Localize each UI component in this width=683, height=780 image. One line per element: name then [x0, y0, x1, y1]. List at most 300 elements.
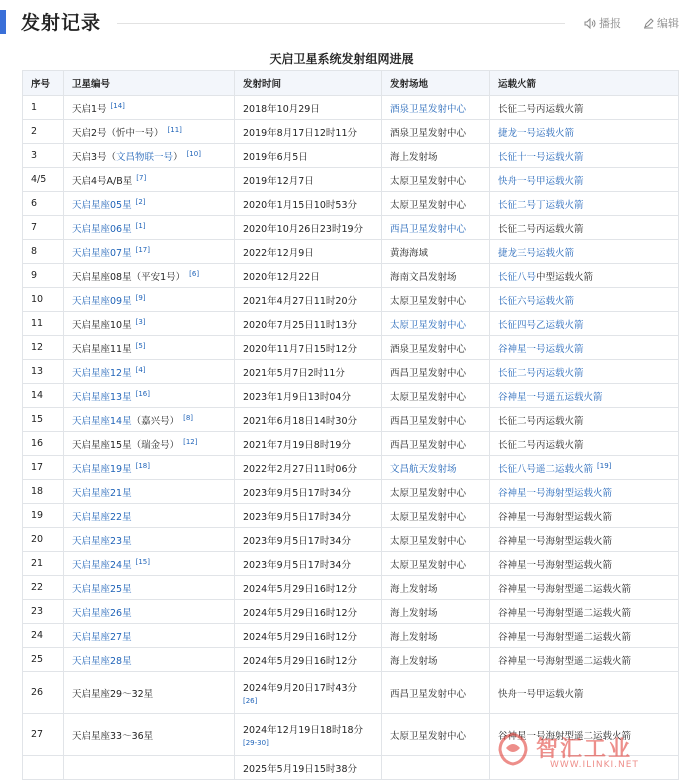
cell-rocket [490, 528, 679, 552]
cell-no: 2 [23, 120, 64, 144]
cell-launch-time [235, 504, 382, 528]
cell-launch-time [235, 240, 382, 264]
table-row [23, 714, 679, 756]
cell-satellite [64, 672, 235, 714]
cell-satellite [64, 96, 235, 120]
audio-button[interactable] [584, 15, 621, 31]
launch-time-text: 2021年6月18日14时30分 [243, 415, 357, 427]
cell-rocket [490, 336, 679, 360]
launch-time-text: 2020年11月7日15时12分 [243, 343, 357, 355]
satellite-link[interactable]: 天启星座26星 [72, 607, 132, 619]
cell-launch-time [235, 264, 382, 288]
edit-button[interactable] [643, 15, 679, 31]
table-row [23, 192, 679, 216]
cell-satellite [64, 408, 235, 432]
launch-time-text: 2019年6月5日 [243, 151, 308, 163]
cell-rocket [490, 756, 679, 780]
cell-satellite [64, 456, 235, 480]
cell-launch-site [382, 312, 490, 336]
cell-no: 12 [23, 336, 64, 360]
cell-rocket [490, 384, 679, 408]
cell-rocket [490, 360, 679, 384]
citation-ref[interactable]: [11] [167, 125, 182, 134]
cell-launch-time [235, 552, 382, 576]
cell-satellite [64, 120, 235, 144]
citation-ref[interactable]: [5] [135, 341, 146, 350]
cell-rocket [490, 168, 679, 192]
table-row [23, 432, 679, 456]
cell-launch-site [382, 552, 490, 576]
rocket-link[interactable]: 长征八号遥二运载火箭 [498, 463, 594, 475]
cell-no: 23 [23, 600, 64, 624]
cell-no: 22 [23, 576, 64, 600]
rocket-text: 谷神星一号海射型遥二运载火箭 [498, 730, 632, 742]
cell-rocket [490, 672, 679, 714]
satellite-link[interactable]: 天启星座27星 [72, 631, 132, 643]
launch-time-text: 2023年9月5日17时34分 [243, 487, 351, 499]
table-row [23, 624, 679, 648]
launch-site-text: 海上发射场 [390, 655, 438, 667]
satellite-text: 天启2号（忻中一号） [72, 127, 164, 139]
satellite-link[interactable]: 天启星座21星 [72, 487, 132, 499]
cell-launch-time [235, 714, 382, 756]
table-row [23, 168, 679, 192]
cell-rocket [490, 216, 679, 240]
cell-launch-site [382, 192, 490, 216]
cell-no: 21 [23, 552, 64, 576]
cell-launch-site [382, 168, 490, 192]
cell-launch-site [382, 288, 490, 312]
satellite-link[interactable]: 天启星座06星 [72, 223, 132, 235]
table-row [23, 456, 679, 480]
citation-ref[interactable]: [4] [135, 365, 146, 374]
satellite-link[interactable]: 天启星座05星 [72, 199, 132, 211]
rocket-text: 长征二号丙运载火箭 [498, 223, 584, 235]
cell-satellite [64, 168, 235, 192]
cell-rocket [490, 600, 679, 624]
cell-satellite [64, 240, 235, 264]
table-row [23, 576, 679, 600]
cell-launch-site [382, 432, 490, 456]
header-satellite: 卫星编号 [64, 71, 235, 96]
launch-time-text: 2024年12月19日18时18分 [243, 725, 364, 736]
cell-launch-time [235, 576, 382, 600]
rocket-link[interactable]: 谷神星一号海射型运载火箭 [498, 487, 613, 499]
launch-site-text: 酒泉卫星发射中心 [390, 343, 467, 355]
cell-launch-site [382, 504, 490, 528]
table-title: 天启卫星系统发射组网进展 [269, 52, 414, 66]
cell-satellite [64, 264, 235, 288]
table-row [23, 216, 679, 240]
cell-no: 20 [23, 528, 64, 552]
cell-rocket [490, 264, 679, 288]
launch-time-text: 2020年7月25日11时13分 [243, 319, 357, 331]
citation-ref[interactable]: [18] [135, 461, 150, 470]
cell-satellite [64, 336, 235, 360]
satellite-link[interactable]: 天启星座09星 [72, 295, 132, 307]
citation-ref[interactable]: [17] [135, 245, 150, 254]
satellite-text: 天启4号A/B星 [72, 175, 133, 187]
cell-no: 27 [23, 714, 64, 756]
speaker-icon [584, 18, 596, 29]
cell-launch-site [382, 336, 490, 360]
launch-site-text: 太原卫星发射中心 [390, 730, 467, 742]
cell-launch-time [235, 168, 382, 192]
header-launch-site: 发射场地 [382, 71, 490, 96]
cell-rocket [490, 432, 679, 456]
table-row [23, 672, 679, 714]
launch-time-text: 2020年1月15日10时53分 [243, 199, 357, 211]
launch-site-text: 太原卫星发射中心 [390, 295, 467, 307]
rocket-text: 谷神星一号海射型运载火箭 [498, 559, 613, 571]
citation-ref[interactable]: [10] [186, 149, 201, 158]
cell-launch-time [235, 144, 382, 168]
launch-site-text: 太原卫星发射中心 [390, 559, 467, 571]
citation-ref[interactable]: [29-30] [243, 739, 269, 747]
cell-launch-site [382, 756, 490, 780]
cell-no: 16 [23, 432, 64, 456]
rocket-text: 长征二号丙运载火箭 [498, 103, 584, 115]
citation-ref[interactable]: [2] [135, 197, 146, 206]
cell-rocket [490, 240, 679, 264]
cell-launch-site [382, 672, 490, 714]
cell-no: 17 [23, 456, 64, 480]
cell-launch-time [235, 120, 382, 144]
citation-ref[interactable]: [14] [110, 101, 125, 110]
launch-time-text: 2019年12月7日 [243, 175, 314, 187]
table-row [23, 480, 679, 504]
launch-site-text: 太原卫星发射中心 [390, 535, 467, 547]
cell-satellite [64, 624, 235, 648]
rocket-link[interactable]: 长征八号 [498, 271, 537, 283]
cell-satellite [64, 552, 235, 576]
table-row [23, 288, 679, 312]
table-row [23, 120, 679, 144]
satellite-text: 天启星座08星（平安1号） [72, 271, 186, 283]
cell-no: 1 [23, 96, 64, 120]
cell-satellite [64, 312, 235, 336]
citation-ref[interactable]: [12] [183, 437, 198, 446]
cell-satellite [64, 288, 235, 312]
cell-satellite [64, 576, 235, 600]
rocket-link[interactable]: 捷龙一号运载火箭 [498, 127, 575, 139]
cell-launch-site [382, 144, 490, 168]
cell-launch-time [235, 216, 382, 240]
cell-launch-site [382, 384, 490, 408]
cell-launch-site [382, 96, 490, 120]
launch-site-text: 海南文昌发射场 [390, 271, 457, 283]
cell-rocket [490, 192, 679, 216]
cell-launch-time [235, 384, 382, 408]
launch-time-text: 2020年12月22日 [243, 271, 320, 283]
table-body [23, 96, 679, 780]
launch-site-link[interactable]: 太原卫星发射中心 [390, 319, 467, 331]
satellite-link[interactable]: 天启星座13星 [72, 391, 132, 403]
rocket-text: 谷神星一号海射型遥二运载火箭 [498, 583, 632, 595]
watermark-url: WWW.ILINKI.NET [550, 760, 639, 770]
cell-rocket [490, 96, 679, 120]
launch-time-text: 2023年1月9日13时04分 [243, 391, 351, 403]
rocket-text: 谷神星一号海射型运载火箭 [498, 511, 613, 523]
launch-site-text: 太原卫星发射中心 [390, 175, 467, 187]
cell-no: 13 [23, 360, 64, 384]
cell-no: 19 [23, 504, 64, 528]
table-row [23, 648, 679, 672]
satellite-link[interactable]: 天启星座07星 [72, 247, 132, 259]
launch-time-text: 2024年5月29日16时12分 [243, 607, 357, 619]
launch-site-link[interactable]: 文昌航天发射场 [390, 463, 457, 475]
table-row [23, 240, 679, 264]
rocket-text: 中型运载火箭 [536, 271, 594, 283]
cell-launch-site [382, 648, 490, 672]
rocket-link[interactable]: 快舟一号甲运载火箭 [498, 175, 584, 187]
citation-ref[interactable]: [9] [135, 293, 146, 302]
cell-launch-site [382, 480, 490, 504]
table-header-row [23, 71, 679, 96]
rocket-link[interactable]: 长征四号乙运载火箭 [498, 319, 584, 331]
launch-time-text: 2018年10月29日 [243, 103, 320, 115]
cell-launch-time [235, 672, 382, 714]
launch-site-text: 太原卫星发射中心 [390, 199, 467, 211]
cell-rocket [490, 480, 679, 504]
cell-no: 14 [23, 384, 64, 408]
cell-rocket [490, 714, 679, 756]
table-row [23, 312, 679, 336]
launch-site-text: 太原卫星发射中心 [390, 511, 467, 523]
cell-no: 25 [23, 648, 64, 672]
cell-satellite [64, 192, 235, 216]
cell-satellite [64, 648, 235, 672]
cell-launch-site [382, 216, 490, 240]
citation-ref[interactable]: [16] [135, 389, 150, 398]
rocket-link[interactable]: 长征十一号运载火箭 [498, 151, 584, 163]
section-accent-bar [0, 10, 6, 34]
cell-rocket [490, 120, 679, 144]
rocket-text: 谷神星一号海射型运载火箭 [498, 535, 613, 547]
satellite-link[interactable]: 天启星座24星 [72, 559, 132, 571]
cell-satellite [64, 528, 235, 552]
cell-satellite [64, 480, 235, 504]
cell-launch-time [235, 756, 382, 780]
citation-ref[interactable]: [3] [135, 317, 146, 326]
cell-satellite [64, 600, 235, 624]
satellite-text: 天启星座10星 [72, 319, 132, 331]
table-row [23, 528, 679, 552]
cell-launch-time [235, 624, 382, 648]
rocket-text: 长征二号丙运载火箭 [498, 415, 584, 427]
citation-ref[interactable]: [7] [136, 173, 147, 182]
citation-ref[interactable]: [6] [189, 269, 200, 278]
table-row [23, 600, 679, 624]
rocket-link[interactable]: 长征二号丙运载火箭 [498, 367, 584, 379]
cell-launch-time [235, 312, 382, 336]
rocket-text: 谷神星一号海射型遥二运载火箭 [498, 631, 632, 643]
cell-no: 7 [23, 216, 64, 240]
cell-launch-time [235, 408, 382, 432]
launch-time-text: 2024年5月29日16时12分 [243, 583, 357, 595]
table-row [23, 96, 679, 120]
launch-site-text: 西昌卫星发射中心 [390, 367, 467, 379]
table-row [23, 552, 679, 576]
citation-ref[interactable]: [19] [597, 461, 612, 470]
launch-site-text: 海上发射场 [390, 631, 438, 643]
cell-no: 24 [23, 624, 64, 648]
table-row [23, 756, 679, 780]
launch-site-text: 西昌卫星发射中心 [390, 415, 467, 427]
cell-satellite [64, 714, 235, 756]
launch-time-text: 2023年9月5日17时34分 [243, 535, 351, 547]
cell-launch-time [235, 432, 382, 456]
launch-site-text: 酒泉卫星发射中心 [390, 127, 467, 139]
cell-satellite [64, 384, 235, 408]
launch-site-text: 黄海海域 [390, 247, 429, 259]
rocket-text: 快舟一号甲运载火箭 [498, 688, 584, 700]
table-row [23, 360, 679, 384]
cell-launch-time [235, 336, 382, 360]
section-title: 发射记录 [21, 12, 102, 34]
cell-rocket [490, 576, 679, 600]
cell-satellite [64, 756, 235, 780]
satellite-text: 天启星座15星（瑞金号） [72, 439, 180, 451]
launch-time-text: 2020年10月26日23时19分 [243, 223, 364, 235]
citation-ref[interactable]: [15] [135, 557, 150, 566]
cell-satellite [64, 144, 235, 168]
cell-launch-time [235, 600, 382, 624]
launch-time-text: 2023年9月5日17时34分 [243, 559, 351, 571]
cell-launch-site [382, 714, 490, 756]
launch-time-text: 2025年5月19日15时38分 [243, 763, 357, 775]
citation-ref[interactable]: [1] [135, 221, 146, 230]
cell-no: 10 [23, 288, 64, 312]
table-row [23, 504, 679, 528]
cell-launch-site [382, 120, 490, 144]
table-row [23, 264, 679, 288]
cell-rocket [490, 552, 679, 576]
cell-no: 15 [23, 408, 64, 432]
cell-rocket [490, 456, 679, 480]
satellite-link[interactable]: 天启星座23星 [72, 535, 132, 547]
cell-launch-site [382, 408, 490, 432]
launch-site-link[interactable]: 西昌卫星发射中心 [390, 223, 467, 235]
rocket-link[interactable]: 捷龙三号运载火箭 [498, 247, 575, 259]
table-row [23, 144, 679, 168]
launch-time-text: 2021年4月27日11时20分 [243, 295, 357, 307]
satellite-text: 天启星座33～36星 [72, 730, 154, 742]
cell-no: 4/5 [23, 168, 64, 192]
cell-no [23, 756, 64, 780]
cell-rocket [490, 408, 679, 432]
cell-rocket [490, 288, 679, 312]
cell-launch-site [382, 360, 490, 384]
header-launch-time: 发射时间 [235, 71, 382, 96]
launch-time-text: 2022年12月9日 [243, 247, 314, 259]
cell-launch-site [382, 576, 490, 600]
edit-label: 编辑 [657, 17, 679, 30]
launch-time-text: 2024年9月20日17时43分 [243, 683, 357, 694]
cell-launch-time [235, 288, 382, 312]
audio-label: 播报 [599, 17, 621, 30]
cell-launch-time [235, 480, 382, 504]
cell-launch-site [382, 528, 490, 552]
satellite-link[interactable]: 天启星座12星 [72, 367, 132, 379]
cell-no: 11 [23, 312, 64, 336]
launch-time-text: 2024年5月29日16时12分 [243, 631, 357, 643]
cell-no: 9 [23, 264, 64, 288]
cell-no: 18 [23, 480, 64, 504]
rocket-text: 长征二号丙运载火箭 [498, 439, 584, 451]
rocket-link[interactable]: 谷神星一号运载火箭 [498, 343, 584, 355]
citation-ref[interactable]: [8] [183, 413, 194, 422]
launch-site-text: 西昌卫星发射中心 [390, 688, 467, 700]
cell-rocket [490, 312, 679, 336]
citation-ref[interactable]: [26] [243, 697, 258, 705]
launch-time-text: 2021年7月19日8时19分 [243, 439, 351, 451]
launch-site-text: 海上发射场 [390, 151, 438, 163]
cell-no: 8 [23, 240, 64, 264]
table-row [23, 384, 679, 408]
cell-no: 3 [23, 144, 64, 168]
satellite-link[interactable]: 天启星座28星 [72, 655, 132, 667]
cell-launch-time [235, 648, 382, 672]
satellite-link[interactable]: 文昌物联一号 [116, 151, 174, 163]
cell-launch-time [235, 528, 382, 552]
rocket-link[interactable]: 长征六号运载火箭 [498, 295, 575, 307]
rocket-link[interactable]: 长征二号丁运载火箭 [498, 199, 584, 211]
satellite-text: （嘉兴号） [131, 415, 180, 427]
satellite-link[interactable]: 天启星座14星 [72, 415, 132, 427]
satellite-link[interactable]: 天启星座19星 [72, 463, 132, 475]
launch-time-text: 2022年2月27日11时06分 [243, 463, 357, 475]
watermark-text: 智汇工业 [536, 737, 633, 762]
header-no: 序号 [23, 71, 64, 96]
satellite-link[interactable]: 天启星座25星 [72, 583, 132, 595]
launch-site-text: 海上发射场 [390, 583, 438, 595]
cell-launch-time [235, 360, 382, 384]
cell-rocket [490, 504, 679, 528]
launch-site-link[interactable]: 酒泉卫星发射中心 [390, 103, 467, 115]
rocket-text: 谷神星一号海射型遥二运载火箭 [498, 607, 632, 619]
satellite-text: 天启星座11星 [72, 343, 132, 355]
launch-site-text: 太原卫星发射中心 [390, 391, 467, 403]
cell-launch-site [382, 264, 490, 288]
pencil-icon [643, 18, 654, 29]
cell-rocket [490, 648, 679, 672]
cell-satellite [64, 432, 235, 456]
table-row [23, 336, 679, 360]
rocket-link[interactable]: 谷神星一号遥五运载火箭 [498, 391, 603, 403]
satellite-link[interactable]: 天启星座22星 [72, 511, 132, 523]
cell-launch-site [382, 600, 490, 624]
launch-site-text: 太原卫星发射中心 [390, 487, 467, 499]
launch-site-text: 西昌卫星发射中心 [390, 439, 467, 451]
cell-launch-time [235, 96, 382, 120]
cell-rocket [490, 144, 679, 168]
cell-launch-time [235, 192, 382, 216]
rocket-text: 谷神星一号海射型遥二运载火箭 [498, 655, 632, 667]
launch-record-table [22, 70, 679, 780]
cell-satellite [64, 216, 235, 240]
section-divider [117, 23, 565, 24]
cell-launch-site [382, 240, 490, 264]
table-row [23, 408, 679, 432]
header-rocket: 运载火箭 [490, 71, 679, 96]
cell-satellite [64, 504, 235, 528]
launch-site-text: 海上发射场 [390, 607, 438, 619]
satellite-text: 天启星座29～32星 [72, 688, 154, 700]
cell-rocket [490, 624, 679, 648]
satellite-text: 天启3号（ [72, 151, 117, 163]
section-header [0, 0, 683, 44]
